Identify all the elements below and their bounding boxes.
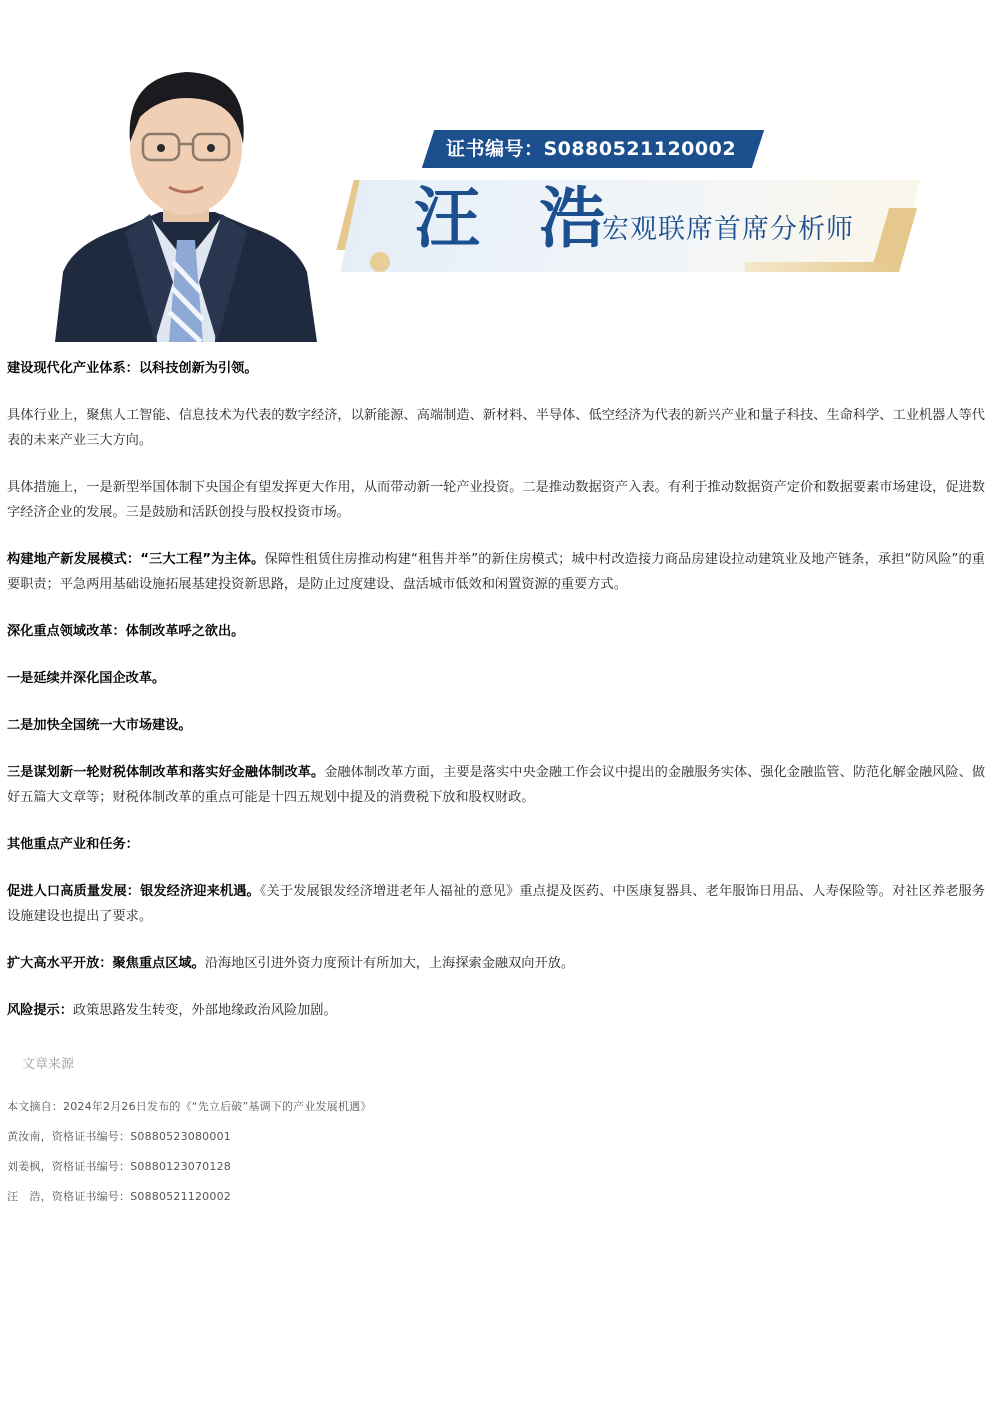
paragraph: 深化重点领域改革：体制改革呼之欲出。 (7, 624, 245, 639)
source-note: 本文摘自：2024年2月26日发布的《“先立后破”基调下的产业发展机遇》 (7, 1100, 372, 1113)
analyst-portrait-image (55, 62, 317, 342)
paragraph: 二是加快全国统一大市场建设。 (7, 718, 192, 733)
source-note: 汪 浩，资格证书编号：S0880521120002 (7, 1190, 231, 1203)
paragraph: 三是谋划新一轮财税体制改革和落实好金融体制改革。金融体制改革方面，主要是落实中央金融工作会议中提出的金融服务实体、强化金融监管、防范化解金融风险、做好五篇大文章等；财税体制改革的重点可能是十四五规划中提及的消费税下放和股权财政。 (7, 765, 986, 805)
paragraph: 构建地产新发展模式：“三大工程”为主体。保障性租赁住房推动构建“租售并举”的新住房模式；城中村改造接力商品房建设拉动建筑业及地产链条，承担“防风险”的重要职责；平急两用基础设施拓展基建投资新思路，是防止过度建设、盘活城市低效和闲置资源的重要方式。 (7, 552, 985, 592)
paragraph: 其他重点产业和任务： (7, 837, 139, 852)
cert-number: 证书编号：S0880521120002 (446, 138, 737, 160)
paragraph: 建设现代化产业体系：以科技创新为引领。 (7, 361, 258, 376)
paragraph: 风险提示：政策思路发生转变，外部地缘政治风险加剧。 (7, 1003, 337, 1018)
article-body (7, 356, 985, 1045)
source-notes (7, 1096, 707, 1216)
paragraph: 具体措施上，一是新型举国体制下央国企有望发挥更大作用，从而带动新一轮产业投资。二是推动数据资产入表。有利于推动数据资产定价和数据要素市场建设，促进数字经济企业的发展。三是鼓励和活跃创投与股权投资市场。 (7, 480, 985, 520)
paragraph: 促进人口高质量发展：银发经济迎来机遇。《关于发展银发经济增进老年人福祉的意见》重点提及医药、中医康复器具、老年服饰日用品、人寿保险等。对社区养老服务设施建设也提出了要求。 (7, 884, 986, 924)
source-label: 文章来源 (22, 1057, 75, 1072)
source-note: 黄汝南，资格证书编号：S0880523080001 (7, 1130, 231, 1143)
decor-gold-bar (745, 262, 895, 272)
paragraph: 扩大高水平开放：聚焦重点区域。沿海地区引进外资力度预计有所加大，上海探索金融双向开放。 (7, 956, 575, 971)
analyst-title: 宏观联席首席分析师 (602, 214, 854, 245)
analyst-photo (55, 62, 317, 342)
analyst-banner (0, 0, 992, 345)
paragraph: 一是延续并深化国企改革。 (7, 671, 166, 686)
analyst-name: 汪 浩 (414, 179, 623, 257)
source-note: 刘姜枫，资格证书编号：S0880123070128 (7, 1160, 231, 1173)
decor-gold-dot (370, 252, 390, 272)
paragraph: 具体行业上，聚焦人工智能、信息技术为代表的数字经济，以新能源、高端制造、新材料、半导体、低空经济为代表的新兴产业和量子科技、生命科学、工业机器人等代表的未来产业三大方向。 (7, 408, 985, 448)
